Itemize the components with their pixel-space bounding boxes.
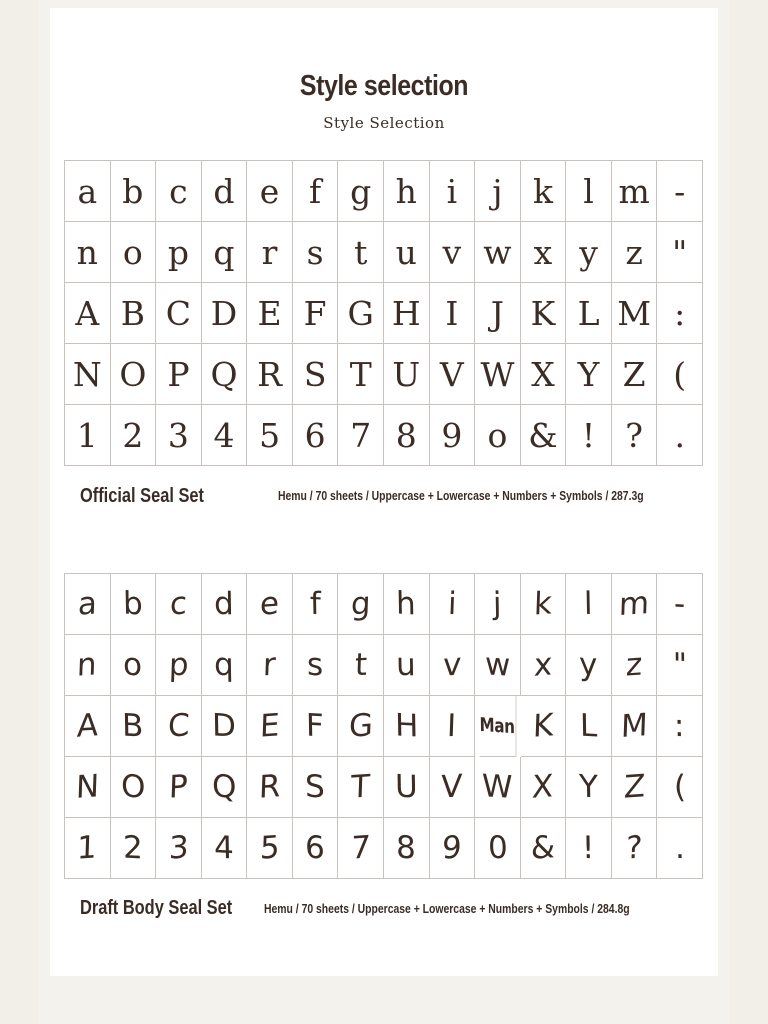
seal-cell (338, 696, 384, 757)
seal-cell (657, 161, 703, 222)
seal-cell (65, 818, 111, 879)
official-set-spec: Hemu / 70 sheets / Uppercase + Lowercase + Numbers + Symbols / 287.3g (278, 488, 644, 503)
seal-glyph: : (674, 707, 686, 745)
seal-cell (657, 635, 703, 696)
seal-glyph: C (165, 293, 192, 333)
seal-cell (202, 222, 248, 283)
seal-glyph: k (533, 585, 553, 623)
seal-cell (202, 405, 248, 466)
seal-cell (247, 222, 293, 283)
seal-cell (612, 757, 658, 818)
seal-cell (293, 757, 339, 818)
seal-glyph: B (121, 707, 144, 745)
seal-glyph: J (490, 293, 505, 333)
seal-glyph: z (625, 646, 643, 684)
seal-cell (65, 161, 111, 222)
seal-cell (384, 222, 430, 283)
seal-glyph: V (440, 768, 464, 806)
seal-glyph: W (481, 768, 514, 806)
seal-glyph: M (620, 706, 649, 746)
page-title: Style selection (299, 70, 469, 102)
seal-glyph: o (123, 646, 143, 684)
draft-set-spec: Hemu / 70 sheets / Uppercase + Lowercase + Numbers + Symbols / 284.8g (264, 901, 630, 916)
seal-cell (293, 161, 339, 222)
seal-glyph: m (618, 584, 650, 624)
seal-glyph: s (306, 232, 324, 272)
seal-cell (202, 574, 248, 635)
seal-cell (111, 344, 157, 405)
seal-cell (430, 818, 476, 879)
seal-cell (202, 696, 248, 757)
seal-glyph: f (309, 171, 322, 211)
seal-cell (111, 757, 157, 818)
seal-cell (612, 818, 658, 879)
seal-glyph: c (169, 171, 188, 211)
seal-cell (521, 344, 567, 405)
seal-cell (566, 818, 612, 879)
seal-cell (566, 344, 612, 405)
page-subtitle: Style Selection (323, 114, 445, 132)
seal-cell (612, 344, 658, 405)
seal-glyph: k (532, 171, 553, 211)
seal-cell (475, 757, 521, 818)
seal-cell (612, 574, 658, 635)
seal-cell (156, 161, 202, 222)
seal-glyph: j (492, 171, 503, 211)
seal-glyph: d (213, 585, 235, 623)
seal-glyph: S (303, 354, 327, 394)
seal-glyph: T (350, 768, 371, 806)
seal-glyph: U (394, 768, 418, 806)
seal-cell (566, 283, 612, 344)
seal-cell (521, 757, 567, 818)
seal-glyph: 9 (441, 415, 463, 455)
seal-glyph: 7 (350, 829, 372, 867)
seal-glyph: C (166, 707, 190, 745)
seal-cell (338, 635, 384, 696)
seal-glyph: 3 (167, 829, 189, 867)
seal-glyph: h (396, 585, 417, 623)
seal-glyph: 6 (304, 415, 326, 455)
seal-glyph: q (213, 232, 235, 272)
seal-cell (384, 344, 430, 405)
seal-cell (384, 405, 430, 466)
seal-cell (247, 283, 293, 344)
official-seal-grid (64, 160, 703, 466)
seal-glyph: " (672, 232, 688, 272)
seal-glyph: H (394, 707, 419, 745)
seal-cell (65, 757, 111, 818)
seal-glyph: z (625, 232, 643, 272)
seal-glyph: 5 (259, 415, 281, 455)
seal-glyph: 4 (213, 415, 235, 455)
seal-cell (111, 696, 157, 757)
seal-glyph: x (533, 646, 553, 684)
seal-glyph: D (211, 707, 237, 745)
seal-glyph: Q (211, 768, 237, 806)
seal-glyph: N (72, 354, 102, 394)
seal-cell (202, 344, 248, 405)
seal-glyph: V (439, 354, 464, 394)
seal-cell (384, 757, 430, 818)
seal-glyph: u (396, 646, 417, 684)
seal-cell (293, 222, 339, 283)
seal-glyph: i (446, 585, 457, 623)
seal-glyph: 7 (350, 415, 372, 455)
seal-cell (566, 696, 612, 757)
seal-glyph: a (77, 171, 98, 211)
seal-glyph: R (257, 354, 282, 394)
seal-cell (156, 635, 202, 696)
seal-cell (156, 405, 202, 466)
seal-glyph: P (167, 354, 190, 394)
seal-glyph: T (349, 354, 372, 394)
seal-cell (384, 574, 430, 635)
seal-glyph: p (167, 232, 189, 272)
seal-glyph: n (76, 646, 98, 684)
seal-glyph: - (674, 171, 686, 211)
seal-glyph: : (674, 293, 686, 333)
seal-glyph: X (531, 768, 555, 806)
seal-cell (430, 757, 476, 818)
seal-cell (384, 283, 430, 344)
seal-cell (338, 574, 384, 635)
seal-glyph: m (618, 171, 650, 211)
seal-cell (475, 222, 521, 283)
seal-cell (111, 161, 157, 222)
seal-glyph: K (530, 293, 556, 333)
seal-cell (657, 574, 703, 635)
seal-glyph: p (167, 646, 189, 684)
seal-cell (111, 222, 157, 283)
seal-cell (65, 283, 111, 344)
seal-cell (475, 344, 521, 405)
seal-cell (430, 405, 476, 466)
seal-glyph: I (445, 293, 459, 333)
seal-cell (521, 696, 567, 757)
seal-cell (657, 696, 703, 757)
seal-glyph: 1 (76, 415, 98, 455)
seal-glyph: Z (622, 768, 646, 806)
seal-cell (247, 344, 293, 405)
seal-glyph: P (168, 768, 189, 806)
seal-glyph: q (213, 646, 235, 684)
seal-cell (480, 696, 516, 757)
seal-cell (384, 696, 430, 757)
seal-glyph: t (354, 232, 368, 272)
seal-cell (293, 818, 339, 879)
seal-cell (202, 283, 248, 344)
seal-cell (521, 222, 567, 283)
seal-glyph: Z (622, 354, 646, 394)
seal-cell (657, 283, 703, 344)
draft-seal-grid (64, 573, 703, 879)
seal-glyph: . (674, 415, 685, 455)
seal-cell (566, 405, 612, 466)
seal-glyph: 8 (396, 829, 417, 867)
seal-cell (111, 283, 157, 344)
seal-cell (156, 344, 202, 405)
seal-glyph: O (120, 768, 146, 806)
seal-cell (566, 161, 612, 222)
seal-cell (111, 818, 157, 879)
seal-cell (247, 696, 293, 757)
seal-glyph: ? (625, 415, 643, 455)
seal-glyph: ! (581, 415, 596, 455)
seal-glyph: r (261, 232, 278, 272)
seal-cell (156, 818, 202, 879)
seal-cell (338, 818, 384, 879)
seal-glyph: 9 (441, 829, 463, 867)
seal-glyph: W (480, 354, 515, 394)
seal-glyph: w (483, 232, 512, 272)
seal-glyph: F (303, 293, 327, 333)
seal-glyph: ? (625, 829, 643, 867)
seal-cell (156, 222, 202, 283)
seal-glyph: x (533, 232, 553, 272)
seal-glyph: G (348, 707, 374, 745)
seal-cell (338, 757, 384, 818)
seal-cell (293, 405, 339, 466)
seal-cell (657, 405, 703, 466)
seal-cell (430, 574, 476, 635)
seal-glyph: S (304, 768, 326, 806)
seal-cell (430, 283, 476, 344)
seal-cell (65, 222, 111, 283)
seal-glyph: e (259, 171, 280, 211)
seal-glyph: " (672, 646, 688, 684)
seal-glyph: Y (577, 354, 600, 394)
seal-glyph: 4 (213, 829, 235, 867)
seal-cell (521, 635, 567, 696)
seal-cell (384, 818, 430, 879)
seal-cell (156, 574, 202, 635)
seal-cell (430, 222, 476, 283)
seal-cell (65, 696, 111, 757)
seal-glyph: y (579, 646, 599, 684)
seal-glyph: w (484, 646, 511, 684)
seal-cell (111, 635, 157, 696)
seal-glyph: u (395, 232, 417, 272)
official-set-name: Official Seal Set (80, 485, 204, 507)
seal-glyph: U (392, 354, 421, 394)
seal-cell (430, 696, 476, 757)
seal-glyph: d (213, 171, 235, 211)
seal-cell (521, 405, 567, 466)
seal-glyph: t (354, 646, 368, 684)
seal-glyph: 1 (76, 829, 98, 867)
seal-cell (475, 574, 521, 635)
seal-glyph: l (583, 171, 594, 211)
seal-cell (247, 161, 293, 222)
seal-cell (475, 405, 521, 466)
seal-cell (521, 161, 567, 222)
seal-glyph: & (530, 829, 556, 867)
seal-glyph: 6 (304, 829, 326, 867)
seal-glyph: 5 (259, 829, 281, 867)
seal-cell (612, 283, 658, 344)
seal-cell (475, 161, 521, 222)
seal-cell (384, 635, 430, 696)
seal-cell (202, 757, 248, 818)
seal-glyph: 8 (395, 415, 417, 455)
seal-cell (521, 283, 567, 344)
seal-glyph: r (262, 646, 277, 684)
seal-cell (111, 405, 157, 466)
seal-cell (65, 574, 111, 635)
seal-glyph: 3 (167, 415, 189, 455)
seal-glyph: 2 (122, 415, 144, 455)
seal-glyph: E (257, 293, 282, 333)
seal-cell (566, 635, 612, 696)
seal-cell (65, 635, 111, 696)
seal-cell (293, 696, 339, 757)
seal-cell (612, 222, 658, 283)
seal-glyph: Q (210, 354, 238, 394)
seal-glyph: A (75, 293, 100, 333)
seal-cell (521, 818, 567, 879)
seal-glyph: D (210, 293, 238, 333)
seal-cell (475, 283, 521, 344)
seal-cell (521, 574, 567, 635)
seal-cell (247, 818, 293, 879)
seal-glyph: Man (479, 713, 516, 739)
seal-cell (475, 818, 521, 879)
seal-cell (338, 283, 384, 344)
seal-glyph: c (169, 585, 188, 623)
seal-cell (111, 574, 157, 635)
seal-glyph: g (350, 585, 372, 623)
seal-glyph: e (259, 585, 280, 623)
seal-cell (384, 161, 430, 222)
seal-cell (338, 405, 384, 466)
seal-glyph: ( (673, 354, 687, 394)
seal-glyph: X (531, 354, 555, 394)
seal-cell (475, 635, 521, 696)
seal-glyph: g (350, 171, 372, 211)
seal-glyph: j (492, 585, 503, 623)
seal-cell (657, 757, 703, 818)
seal-glyph: 2 (122, 829, 144, 867)
seal-cell (156, 283, 202, 344)
seal-cell (566, 222, 612, 283)
seal-cell (293, 283, 339, 344)
seal-glyph: o (122, 232, 143, 272)
seal-glyph: G (347, 293, 374, 333)
seal-cell (338, 161, 384, 222)
seal-cell (202, 635, 248, 696)
seal-cell (156, 696, 202, 757)
draft-set-name: Draft Body Seal Set (80, 897, 233, 919)
seal-glyph: i (446, 171, 458, 211)
seal-glyph: n (76, 232, 98, 272)
seal-cell (202, 161, 248, 222)
seal-glyph: L (579, 707, 598, 745)
seal-glyph: R (258, 768, 281, 806)
seal-glyph: B (120, 293, 145, 333)
seal-cell (566, 574, 612, 635)
seal-glyph: M (617, 293, 652, 333)
seal-glyph: y (579, 232, 598, 272)
seal-cell (430, 344, 476, 405)
seal-cell (65, 344, 111, 405)
seal-cell (612, 405, 658, 466)
seal-glyph: A (76, 707, 99, 745)
seal-cell (293, 635, 339, 696)
seal-glyph: l (583, 585, 594, 623)
seal-cell (247, 757, 293, 818)
seal-glyph: s (306, 646, 324, 684)
seal-glyph: N (75, 768, 100, 806)
seal-cell (430, 161, 476, 222)
seal-cell (566, 757, 612, 818)
seal-cell (247, 635, 293, 696)
seal-cell (612, 696, 658, 757)
seal-cell (293, 344, 339, 405)
seal-cell (247, 405, 293, 466)
seal-glyph: . (674, 829, 685, 867)
seal-glyph: a (77, 585, 98, 623)
seal-cell (247, 574, 293, 635)
seal-cell (65, 405, 111, 466)
seal-cell (293, 574, 339, 635)
seal-glyph: E (259, 707, 280, 745)
seal-glyph: 0 (487, 829, 508, 867)
seal-cell (338, 222, 384, 283)
seal-glyph: o (487, 415, 508, 455)
seal-cell (657, 818, 703, 879)
seal-glyph: v (442, 646, 462, 684)
seal-cell (612, 635, 658, 696)
seal-glyph: b (122, 171, 144, 211)
seal-cell (156, 757, 202, 818)
seal-glyph: ( (673, 768, 687, 806)
seal-glyph: K (532, 707, 554, 745)
seal-glyph: h (395, 171, 417, 211)
seal-cell (338, 344, 384, 405)
seal-glyph: & (528, 415, 558, 455)
seal-cell (202, 818, 248, 879)
seal-glyph: L (577, 293, 600, 333)
seal-glyph: I (446, 707, 458, 745)
seal-cell (657, 222, 703, 283)
seal-glyph: F (305, 707, 325, 745)
seal-cell (657, 344, 703, 405)
seal-glyph: v (442, 232, 462, 272)
seal-glyph: Y (578, 768, 599, 806)
seal-glyph: O (119, 354, 147, 394)
seal-glyph: f (309, 585, 321, 623)
seal-glyph: H (391, 293, 421, 333)
seal-cell (612, 161, 658, 222)
seal-glyph: b (122, 585, 143, 623)
seal-cell (430, 635, 476, 696)
seal-glyph: - (673, 585, 686, 623)
seal-glyph: ! (582, 829, 596, 867)
